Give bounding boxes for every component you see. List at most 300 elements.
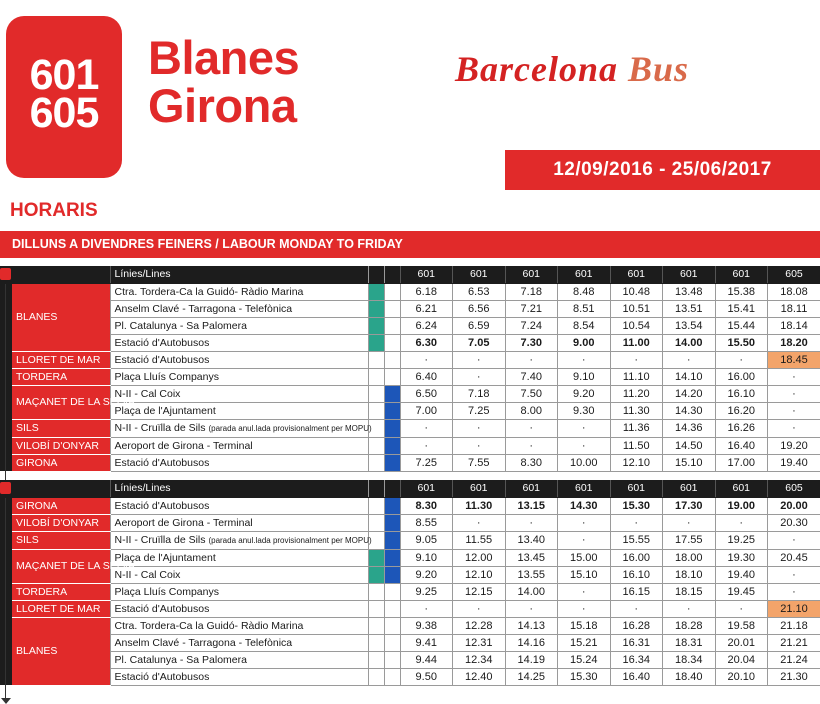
stop-marker-primary bbox=[368, 566, 384, 583]
departure-time: 18.08 bbox=[768, 283, 820, 300]
stop-name-text: Pl. Catalunya - Sa Palomera bbox=[115, 654, 247, 666]
departure-time: 7.25 bbox=[400, 454, 453, 471]
departure-time: · bbox=[453, 368, 506, 385]
departure-time: 20.30 bbox=[768, 514, 820, 531]
direction-line bbox=[5, 284, 6, 486]
departure-time: 13.15 bbox=[505, 497, 558, 514]
departure-time: 19.58 bbox=[715, 617, 768, 634]
table-row bbox=[0, 419, 820, 437]
stop-name-text: Plaça de l'Ajuntament bbox=[115, 405, 216, 417]
stop-marker-primary bbox=[368, 385, 384, 402]
departure-time: · bbox=[558, 514, 611, 531]
departure-time: 11.20 bbox=[610, 385, 663, 402]
departure-time: · bbox=[663, 351, 716, 368]
departure-time: · bbox=[768, 566, 820, 583]
departure-time: 12.40 bbox=[453, 668, 506, 685]
departure-time: 15.30 bbox=[558, 668, 611, 685]
departure-time: 21.24 bbox=[768, 651, 820, 668]
stop-marker-secondary bbox=[384, 454, 400, 471]
stop-name-text: Estació d'Autobusos bbox=[115, 671, 210, 683]
line-number-header: 601 bbox=[453, 266, 506, 283]
departure-time: · bbox=[768, 583, 820, 600]
stop-marker-primary bbox=[368, 549, 384, 566]
table-row bbox=[0, 300, 820, 317]
departure-time: · bbox=[558, 531, 611, 549]
stop-marker-secondary bbox=[384, 583, 400, 600]
line-number-header: 605 bbox=[768, 480, 820, 497]
lines-header-label: Línies/Lines bbox=[110, 266, 368, 283]
stop-marker-primary bbox=[368, 300, 384, 317]
departure-time: · bbox=[505, 351, 558, 368]
departure-time: 16.10 bbox=[715, 385, 768, 402]
departure-time: 14.50 bbox=[663, 437, 716, 454]
stop-marker-secondary bbox=[384, 437, 400, 454]
stop-marker-primary bbox=[368, 497, 384, 514]
departure-time: 14.00 bbox=[663, 334, 716, 351]
stop-name-text: Anselm Clavé - Tarragona - Telefònica bbox=[115, 637, 293, 649]
departure-time: 19.40 bbox=[768, 454, 820, 471]
departure-time: 16.40 bbox=[610, 668, 663, 685]
departure-time: 16.15 bbox=[610, 583, 663, 600]
departure-time: 6.56 bbox=[453, 300, 506, 317]
line-number-header: 601 bbox=[453, 480, 506, 497]
departure-time: 14.10 bbox=[663, 368, 716, 385]
departure-time: 13.48 bbox=[663, 283, 716, 300]
direction-arrow bbox=[0, 266, 12, 471]
line-number-header: 601 bbox=[558, 266, 611, 283]
stop-name bbox=[110, 549, 368, 566]
departure-time: 11.30 bbox=[610, 402, 663, 419]
departure-time: 18.10 bbox=[663, 566, 716, 583]
table-row bbox=[0, 583, 820, 600]
stop-marker-secondary bbox=[384, 549, 400, 566]
departure-time: · bbox=[768, 385, 820, 402]
departure-time: · bbox=[400, 351, 453, 368]
stop-name bbox=[110, 514, 368, 531]
line-number-header: 601 bbox=[715, 266, 768, 283]
stop-marker-primary bbox=[368, 600, 384, 617]
departure-time: 20.45 bbox=[768, 549, 820, 566]
departure-time: · bbox=[400, 437, 453, 454]
departure-time: 8.00 bbox=[505, 402, 558, 419]
brand-name-part2: Bus bbox=[628, 49, 689, 89]
departure-time: 18.28 bbox=[663, 617, 716, 634]
service-days-bar: DILLUNS A DIVENDRES FEINERS / LABOUR MONDAY TO FRIDAY bbox=[0, 231, 820, 258]
departure-time: 18.14 bbox=[768, 317, 820, 334]
stop-name bbox=[110, 651, 368, 668]
stop-marker-secondary bbox=[384, 497, 400, 514]
stop-marker-secondary bbox=[384, 283, 400, 300]
departure-time: 14.25 bbox=[505, 668, 558, 685]
departure-time: 7.24 bbox=[505, 317, 558, 334]
stop-name bbox=[110, 283, 368, 300]
stop-marker-primary bbox=[368, 651, 384, 668]
stop-marker-primary bbox=[368, 317, 384, 334]
brand-logo bbox=[455, 48, 689, 90]
timetable-blanes-to-girona bbox=[0, 266, 820, 472]
stop-name-text: Plaça Lluís Companys bbox=[115, 586, 219, 598]
departure-time: 18.20 bbox=[768, 334, 820, 351]
stop-name bbox=[110, 634, 368, 651]
departure-time: · bbox=[558, 583, 611, 600]
stop-name bbox=[110, 617, 368, 634]
departure-time: 20.01 bbox=[715, 634, 768, 651]
departure-time: 10.54 bbox=[610, 317, 663, 334]
stop-name bbox=[110, 454, 368, 471]
validity-date-range: 12/09/2016 - 25/06/2017 bbox=[505, 150, 820, 190]
table-row bbox=[0, 334, 820, 351]
line-number-header: 601 bbox=[663, 266, 716, 283]
departure-time: 8.30 bbox=[505, 454, 558, 471]
departure-time: 14.00 bbox=[505, 583, 558, 600]
stop-name-text: N-II - Cal Coix bbox=[115, 388, 181, 400]
departure-time: 19.25 bbox=[715, 531, 768, 549]
departure-time: 15.50 bbox=[715, 334, 768, 351]
departure-time: · bbox=[768, 419, 820, 437]
table-row bbox=[0, 617, 820, 634]
departure-time: 12.34 bbox=[453, 651, 506, 668]
departure-time: · bbox=[505, 437, 558, 454]
stop-note: (parada anul.lada provisionalment per MOPU) bbox=[208, 424, 371, 433]
departure-time: 14.16 bbox=[505, 634, 558, 651]
stop-marker-primary bbox=[368, 283, 384, 300]
town-name: SILS bbox=[12, 419, 110, 437]
stop-marker-primary bbox=[368, 437, 384, 454]
table-row bbox=[0, 600, 820, 617]
stop-name bbox=[110, 600, 368, 617]
departure-time: · bbox=[558, 419, 611, 437]
departure-time: 6.24 bbox=[400, 317, 453, 334]
departure-time: · bbox=[505, 600, 558, 617]
departure-time: 16.00 bbox=[610, 549, 663, 566]
town-name: TORDERA bbox=[12, 583, 110, 600]
departure-time: 16.28 bbox=[610, 617, 663, 634]
origin-city: Blanes bbox=[148, 34, 299, 82]
line-number-header: 601 bbox=[400, 480, 453, 497]
departure-time: 19.30 bbox=[715, 549, 768, 566]
stop-marker-primary bbox=[368, 334, 384, 351]
departure-time: 7.30 bbox=[505, 334, 558, 351]
stop-name bbox=[110, 351, 368, 368]
stop-name bbox=[110, 437, 368, 454]
departure-time: · bbox=[400, 419, 453, 437]
line-number-header: 601 bbox=[505, 266, 558, 283]
bus-icon bbox=[0, 268, 11, 280]
departure-time: 7.55 bbox=[453, 454, 506, 471]
departure-time: 6.30 bbox=[400, 334, 453, 351]
table-row bbox=[0, 634, 820, 651]
town-header bbox=[12, 480, 110, 497]
stop-marker-secondary bbox=[384, 651, 400, 668]
departure-time: 18.45 bbox=[768, 351, 820, 368]
departure-time: 13.51 bbox=[663, 300, 716, 317]
departure-time: 12.10 bbox=[610, 454, 663, 471]
departure-time: 19.00 bbox=[715, 497, 768, 514]
departure-time: 16.34 bbox=[610, 651, 663, 668]
departure-time: 6.21 bbox=[400, 300, 453, 317]
stop-name bbox=[110, 531, 368, 549]
line-number-header: 601 bbox=[715, 480, 768, 497]
stop-name bbox=[110, 668, 368, 685]
table-row bbox=[0, 651, 820, 668]
stop-marker-primary bbox=[368, 368, 384, 385]
departure-time: · bbox=[453, 351, 506, 368]
stop-marker-secondary bbox=[384, 351, 400, 368]
departure-time: 6.59 bbox=[453, 317, 506, 334]
lines-header-label: Línies/Lines bbox=[110, 480, 368, 497]
departure-time: 19.40 bbox=[715, 566, 768, 583]
table-header-row bbox=[0, 480, 820, 497]
destination-city: Girona bbox=[148, 82, 296, 130]
departure-time: 13.55 bbox=[505, 566, 558, 583]
stop-marker-secondary bbox=[384, 334, 400, 351]
stop-name-text: N-II - Cruïlla de Sils bbox=[115, 422, 206, 434]
stop-marker-secondary bbox=[384, 531, 400, 549]
departure-time: · bbox=[453, 514, 506, 531]
departure-time: 15.18 bbox=[558, 617, 611, 634]
line-number-header: 601 bbox=[610, 266, 663, 283]
stop-name bbox=[110, 317, 368, 334]
departure-time: · bbox=[400, 600, 453, 617]
direction-arrow bbox=[0, 480, 12, 685]
departure-time: 15.00 bbox=[558, 549, 611, 566]
departure-time: 18.34 bbox=[663, 651, 716, 668]
departure-time: 12.15 bbox=[453, 583, 506, 600]
departure-time: 13.40 bbox=[505, 531, 558, 549]
departure-time: 9.10 bbox=[400, 549, 453, 566]
table-row bbox=[0, 531, 820, 549]
line-number-header: 601 bbox=[505, 480, 558, 497]
departure-time: · bbox=[505, 419, 558, 437]
town-name: LLORET DE MAR bbox=[12, 351, 110, 368]
line-number-header: 601 bbox=[663, 480, 716, 497]
departure-time: · bbox=[768, 531, 820, 549]
brand-name-part1: Barcelona bbox=[455, 49, 618, 89]
town-name: MAÇANET DE LA SELVA bbox=[12, 385, 110, 419]
departure-time: 16.26 bbox=[715, 419, 768, 437]
town-name: GIRONA bbox=[12, 454, 110, 471]
stop-name-text: Estació d'Autobusos bbox=[115, 603, 210, 615]
departure-time: 16.00 bbox=[715, 368, 768, 385]
departure-time: · bbox=[715, 514, 768, 531]
table-row bbox=[0, 283, 820, 300]
route-badge bbox=[6, 16, 122, 178]
departure-time: 8.51 bbox=[558, 300, 611, 317]
departure-time: 19.45 bbox=[715, 583, 768, 600]
departure-time: 21.30 bbox=[768, 668, 820, 685]
stop-name-text: Estació d'Autobusos bbox=[115, 457, 210, 469]
departure-time: 9.44 bbox=[400, 651, 453, 668]
marker-column-header bbox=[368, 266, 384, 283]
marker-column-header bbox=[384, 266, 400, 283]
departure-time: 9.00 bbox=[558, 334, 611, 351]
departure-time: 17.00 bbox=[715, 454, 768, 471]
route-number-secondary: 605 bbox=[6, 92, 122, 135]
departure-time: · bbox=[663, 600, 716, 617]
departure-time: 9.20 bbox=[400, 566, 453, 583]
bus-icon bbox=[0, 482, 11, 494]
table-row bbox=[0, 497, 820, 514]
departure-time: 7.21 bbox=[505, 300, 558, 317]
stop-marker-primary bbox=[368, 514, 384, 531]
departure-time: 15.41 bbox=[715, 300, 768, 317]
stop-marker-secondary bbox=[384, 668, 400, 685]
departure-time: 15.55 bbox=[610, 531, 663, 549]
line-number-header: 601 bbox=[610, 480, 663, 497]
town-name: TORDERA bbox=[12, 368, 110, 385]
departure-time: 21.18 bbox=[768, 617, 820, 634]
stop-marker-secondary bbox=[384, 634, 400, 651]
departure-time: 20.00 bbox=[768, 497, 820, 514]
departure-time: 7.25 bbox=[453, 402, 506, 419]
stop-name-text: N-II - Cal Coix bbox=[115, 569, 181, 581]
departure-time: 9.38 bbox=[400, 617, 453, 634]
table-row bbox=[0, 549, 820, 566]
table-row bbox=[0, 368, 820, 385]
departure-time: · bbox=[610, 600, 663, 617]
stop-marker-secondary bbox=[384, 402, 400, 419]
stop-name-text: Plaça de l'Ajuntament bbox=[115, 552, 216, 564]
departure-time: 15.10 bbox=[663, 454, 716, 471]
stop-name-text: N-II - Cruïlla de Sils bbox=[115, 534, 206, 546]
departure-time: 18.11 bbox=[768, 300, 820, 317]
departure-time: 10.48 bbox=[610, 283, 663, 300]
departure-time: 14.36 bbox=[663, 419, 716, 437]
departure-time: 13.45 bbox=[505, 549, 558, 566]
town-name: BLANES bbox=[12, 617, 110, 685]
departure-time: 6.50 bbox=[400, 385, 453, 402]
departure-time: 17.30 bbox=[663, 497, 716, 514]
stop-marker-secondary bbox=[384, 566, 400, 583]
departure-time: 16.40 bbox=[715, 437, 768, 454]
departure-time: 6.40 bbox=[400, 368, 453, 385]
stop-marker-primary bbox=[368, 402, 384, 419]
stop-name-text: Pl. Catalunya - Sa Palomera bbox=[115, 320, 247, 332]
departure-time: 21.10 bbox=[768, 600, 820, 617]
stop-name-text: Aeroport de Girona - Terminal bbox=[115, 440, 253, 452]
departure-time: 12.31 bbox=[453, 634, 506, 651]
horaris-label: HORARIS bbox=[10, 200, 98, 222]
departure-time: 15.30 bbox=[610, 497, 663, 514]
town-name: BLANES bbox=[12, 283, 110, 351]
departure-time: · bbox=[505, 514, 558, 531]
departure-time: 8.30 bbox=[400, 497, 453, 514]
departure-time: 18.00 bbox=[663, 549, 716, 566]
stop-name bbox=[110, 368, 368, 385]
departure-time: · bbox=[558, 600, 611, 617]
departure-time: 20.10 bbox=[715, 668, 768, 685]
departure-time: 15.44 bbox=[715, 317, 768, 334]
town-name: SILS bbox=[12, 531, 110, 549]
timetable-girona-to-blanes bbox=[0, 480, 820, 686]
stop-marker-secondary bbox=[384, 300, 400, 317]
departure-time: 9.05 bbox=[400, 531, 453, 549]
departure-time: · bbox=[768, 368, 820, 385]
line-number-header: 605 bbox=[768, 266, 820, 283]
departure-time: 12.10 bbox=[453, 566, 506, 583]
stop-marker-secondary bbox=[384, 419, 400, 437]
departure-time: 7.18 bbox=[453, 385, 506, 402]
departure-time: · bbox=[768, 402, 820, 419]
departure-time: 9.20 bbox=[558, 385, 611, 402]
marker-column-header bbox=[384, 480, 400, 497]
departure-time: 9.30 bbox=[558, 402, 611, 419]
table-row bbox=[0, 402, 820, 419]
departure-time: 11.55 bbox=[453, 531, 506, 549]
stop-name-text: Plaça Lluís Companys bbox=[115, 371, 219, 383]
departure-time: 21.21 bbox=[768, 634, 820, 651]
table-row bbox=[0, 514, 820, 531]
departure-time: 9.10 bbox=[558, 368, 611, 385]
departure-time: 15.24 bbox=[558, 651, 611, 668]
town-header bbox=[12, 266, 110, 283]
stop-marker-secondary bbox=[384, 385, 400, 402]
departure-time: 12.00 bbox=[453, 549, 506, 566]
departure-time: · bbox=[558, 437, 611, 454]
departure-time: 9.41 bbox=[400, 634, 453, 651]
departure-time: 6.53 bbox=[453, 283, 506, 300]
table-row bbox=[0, 668, 820, 685]
stop-marker-secondary bbox=[384, 600, 400, 617]
stop-name-text: Aeroport de Girona - Terminal bbox=[115, 517, 253, 529]
stop-marker-primary bbox=[368, 617, 384, 634]
table-row bbox=[0, 385, 820, 402]
stop-name bbox=[110, 419, 368, 437]
departure-time: · bbox=[453, 419, 506, 437]
stop-marker-primary bbox=[368, 583, 384, 600]
departure-time: 8.48 bbox=[558, 283, 611, 300]
departure-time: 11.00 bbox=[610, 334, 663, 351]
table-row bbox=[0, 566, 820, 583]
stop-name-text: Ctra. Tordera-Ca la Guidó- Ràdio Marina bbox=[115, 286, 304, 298]
stop-marker-primary bbox=[368, 668, 384, 685]
stop-name bbox=[110, 334, 368, 351]
departure-time: 7.40 bbox=[505, 368, 558, 385]
table-row bbox=[0, 437, 820, 454]
departure-time: 18.31 bbox=[663, 634, 716, 651]
table-header-row bbox=[0, 266, 820, 283]
departure-time: 12.28 bbox=[453, 617, 506, 634]
departure-time: 7.50 bbox=[505, 385, 558, 402]
stop-name bbox=[110, 385, 368, 402]
departure-time: 10.00 bbox=[558, 454, 611, 471]
stop-name bbox=[110, 300, 368, 317]
marker-column-header bbox=[368, 480, 384, 497]
departure-time: 19.20 bbox=[768, 437, 820, 454]
departure-time: 15.21 bbox=[558, 634, 611, 651]
departure-time: · bbox=[453, 600, 506, 617]
line-number-header: 601 bbox=[400, 266, 453, 283]
departure-time: · bbox=[715, 600, 768, 617]
departure-time: 16.20 bbox=[715, 402, 768, 419]
departure-time: 11.30 bbox=[453, 497, 506, 514]
departure-time: · bbox=[610, 514, 663, 531]
direction-line bbox=[5, 498, 6, 700]
arrow-down-icon bbox=[1, 698, 11, 704]
stop-name bbox=[110, 497, 368, 514]
departure-time: 20.04 bbox=[715, 651, 768, 668]
stop-name bbox=[110, 583, 368, 600]
stop-marker-secondary bbox=[384, 317, 400, 334]
departure-time: 6.18 bbox=[400, 283, 453, 300]
departure-time: · bbox=[715, 351, 768, 368]
stop-name-text: Ctra. Tordera-Ca la Guidó- Ràdio Marina bbox=[115, 620, 304, 632]
header bbox=[0, 0, 820, 230]
stop-note: (parada anul.lada provisionalment per MOPU) bbox=[208, 536, 371, 545]
town-name: GIRONA bbox=[12, 497, 110, 514]
departure-time: · bbox=[453, 437, 506, 454]
departure-time: 18.15 bbox=[663, 583, 716, 600]
